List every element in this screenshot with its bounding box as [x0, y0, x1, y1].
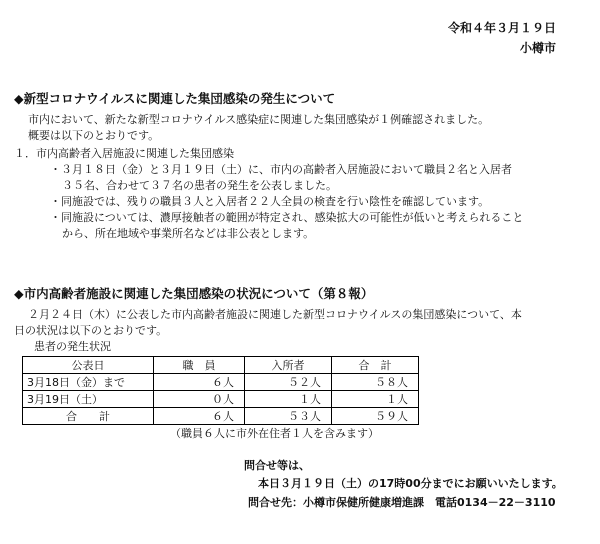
table-cell: 3月18日（金）まで [23, 374, 154, 391]
section1-bullet-line: ３５名、合わせて３７名の患者の発生を公表しました。 [62, 179, 337, 192]
section1-bullet-line: ・同施設では、残りの職員３人と入居者２２人全員の検査を行い陰性を確認しています。 [50, 195, 490, 208]
table-header-row [23, 357, 419, 374]
table-header-cell: 職 員 [154, 357, 245, 374]
section1-intro-line2: 概要は以下のとおりです。 [28, 129, 160, 142]
table-cell: ５３人 [245, 408, 332, 425]
release-date: 令和４年３月１９日 [447, 21, 556, 35]
table-note: （職員６人に市外在住者１人を含みます） [170, 427, 379, 440]
patient-status-table [22, 356, 419, 425]
issuer-city: 小樽市 [519, 41, 556, 55]
section1-bullet-line: から、所在地域や事業所名などは非公表とします。 [62, 227, 315, 240]
table-cell: 3月19日（土） [23, 391, 154, 408]
section2-intro-line2: 日の状況は以下のとおりです。 [14, 324, 168, 337]
section1-bullet-line: ・３月１８日（金）と３月１９日（土）に、市内の高齢者入居施設において職員２名と入居者 [50, 163, 512, 176]
table-cell: ５２人 [245, 374, 332, 391]
section2-intro-line1: ２月２４日（木）に公表した市内高齢者施設に関連した新型コロナウイルスの集団感染について、本 [28, 308, 522, 321]
table-cell: ６人 [154, 408, 245, 425]
table-cell: １人 [245, 391, 332, 408]
table-header-cell: 公表日 [23, 357, 154, 374]
table-header-cell: 入所者 [245, 357, 332, 374]
table-cell: ５９人 [332, 408, 419, 425]
section2-heading: ◆市内高齢者施設に関連した集団感染の状況について（第８報） [14, 286, 374, 301]
section1-heading: ◆新型コロナウイルスに関連した集団感染の発生について [14, 91, 336, 106]
table-row [23, 391, 419, 408]
table-header-cell: 合 計 [332, 357, 419, 374]
table-caption: 患者の発生状況 [34, 340, 111, 353]
table-cell: ０人 [154, 391, 245, 408]
table-cell: ６人 [154, 374, 245, 391]
table-row [23, 374, 419, 391]
table-cell: １人 [332, 391, 419, 408]
contact-info: 問合せ先：小樽市保健所健康増進課 電話0134－22－3110 [248, 496, 556, 509]
section1-bullet-line: ・同施設については、濃厚接触者の範囲が特定され、感染拡大の可能性が低いと考えられること [50, 211, 524, 224]
table-cell: ５８人 [332, 374, 419, 391]
section1-intro-line1: 市内において、新たな新型コロナウイルス感染症に関連した集団感染が１例確認されました。 [28, 113, 490, 126]
section1-item-title: １．市内高齢者入居施設に関連した集団感染 [14, 147, 234, 160]
contact-deadline: 本日３月１９日（土）の17時00分までにお願いいたします。 [258, 477, 563, 490]
table-cell: 合 計 [23, 408, 154, 425]
contact-intro: 問合せ等は、 [244, 459, 310, 472]
table-total-row [23, 408, 419, 425]
